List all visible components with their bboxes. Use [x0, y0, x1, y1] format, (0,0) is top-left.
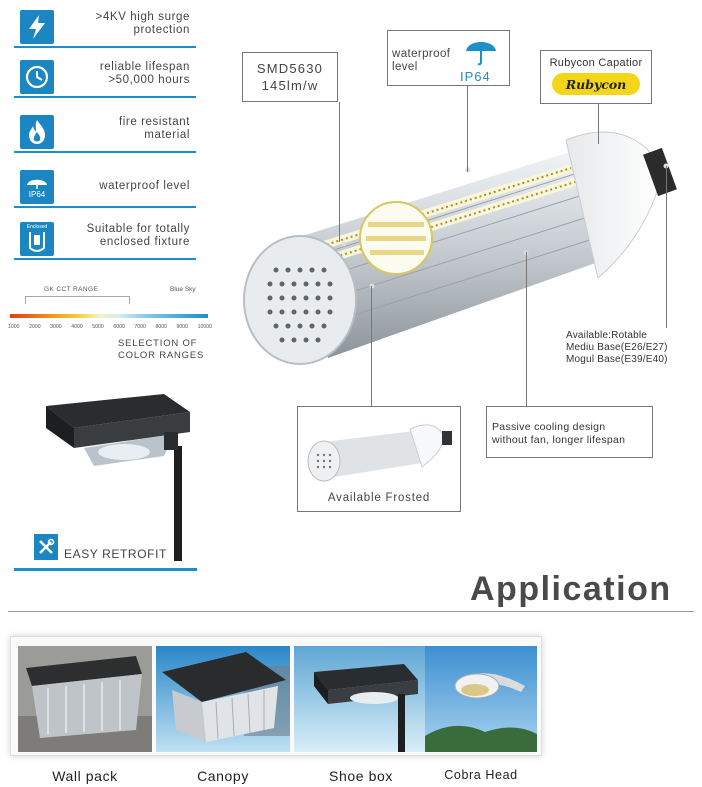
feature-text: Suitable for totally: [86, 223, 190, 235]
cooling-line: without fan, longer lifespan: [492, 434, 626, 446]
leader-line-cooling: [526, 252, 527, 406]
frosted-callout: [297, 406, 461, 512]
feature-fire: [14, 113, 196, 153]
base-line: Available:Rotable: [566, 330, 648, 341]
cct-ticks: [8, 324, 212, 330]
waterproof-callout: [387, 30, 510, 86]
cct-gradient-bar: [10, 314, 208, 318]
smd-model: SMD5630: [256, 61, 324, 76]
cooling-line: Passive cooling design: [492, 421, 606, 433]
feature-text: enclosed fixture: [99, 236, 190, 248]
smd-callout: [242, 52, 338, 102]
cooling-callout: [486, 406, 653, 458]
leader-line-base: [666, 166, 667, 328]
smd-efficacy: 145lm/w: [261, 78, 319, 93]
cct-selection-text: [118, 338, 212, 362]
feature-text: fire resistant: [118, 116, 190, 128]
waterproof-line: level: [392, 61, 418, 73]
lightning-icon: [20, 10, 54, 44]
enclosed-fixture-icon: [20, 222, 54, 256]
waterproof-text: [392, 48, 450, 74]
feature-lifespan: [14, 58, 196, 98]
feature-text: protection: [133, 24, 190, 36]
feature-surge: [14, 8, 196, 48]
leader-line-frosted: [371, 286, 372, 406]
flame-icon: [20, 115, 54, 149]
retrofit-underline: [14, 568, 197, 571]
cct-sky-label: Blue Sky: [170, 286, 196, 293]
feature-text: >4KV high surge: [95, 11, 190, 23]
leader-line-capacitor: [598, 104, 599, 144]
cct-selection-line: SELECTION OF: [118, 338, 198, 349]
application-label-cobra-head: Cobra Head: [444, 768, 518, 782]
rubycon-logo: Rubycon: [552, 73, 640, 95]
ip-badge: IP64: [28, 189, 46, 199]
frosted-bulb-illustration: [302, 413, 458, 489]
application-title: Application: [470, 570, 672, 608]
application-label-canopy: Canopy: [197, 768, 249, 784]
cct-bracket: [25, 296, 130, 304]
cct-tick: 8000: [155, 324, 167, 330]
cooling-text: [492, 421, 625, 447]
cct-tick: 7000: [134, 324, 146, 330]
cct-tick: 5000: [92, 324, 104, 330]
cct-tick: 10000: [197, 324, 212, 330]
feature-text: reliable lifespan: [99, 61, 190, 73]
base-options-text: [566, 330, 668, 366]
application-label-shoe-box: Shoe box: [329, 768, 393, 784]
leader-line-smd: [339, 102, 340, 242]
base-line: Mogul Base(E39/E40): [566, 354, 668, 365]
feature-waterproof: [14, 168, 196, 208]
shoe-box-image: [294, 646, 428, 752]
cct-range-title: GK CCT RANGE: [44, 286, 99, 293]
enclosed-badge: Enclosed: [26, 224, 48, 230]
cobra-head-image: [425, 646, 537, 752]
feature-enclosed: [14, 220, 196, 260]
cct-tick: 2000: [29, 324, 41, 330]
waterproof-line: waterproof: [392, 48, 451, 60]
feature-text: waterproof level: [99, 180, 190, 192]
easy-retrofit-panel: [14, 386, 194, 572]
tools-icon: [34, 534, 58, 560]
capacitor-callout: [540, 50, 652, 104]
retrofit-label: EASY RETROFIT: [64, 547, 167, 561]
frosted-label: Available Frosted: [327, 492, 431, 504]
cct-selection-line: COLOR RANGES: [118, 350, 205, 361]
capacitor-title: Rubycon Capatior: [549, 57, 643, 69]
umbrella-ip64-icon: [20, 170, 54, 204]
clock-icon: [20, 60, 54, 94]
cct-tick: 6000: [113, 324, 125, 330]
umbrella-icon: [464, 37, 498, 67]
application-divider: [8, 611, 694, 612]
canopy-image: [156, 646, 290, 752]
leader-line-waterproof: [467, 86, 468, 172]
cct-tick: 3000: [50, 324, 62, 330]
cct-tick: 4000: [71, 324, 83, 330]
feature-text: material: [144, 129, 190, 141]
application-label-wall-pack: Wall pack: [52, 768, 118, 784]
base-line: Mediu Base(E26/E27): [566, 342, 668, 353]
cct-tick: 9000: [176, 324, 189, 330]
wall-pack-image: [18, 646, 152, 752]
cct-range-scale: [8, 280, 212, 370]
cct-tick: 1000: [8, 324, 20, 330]
feature-text: >50,000 hours: [108, 74, 190, 86]
waterproof-rating: IP64: [460, 69, 491, 84]
